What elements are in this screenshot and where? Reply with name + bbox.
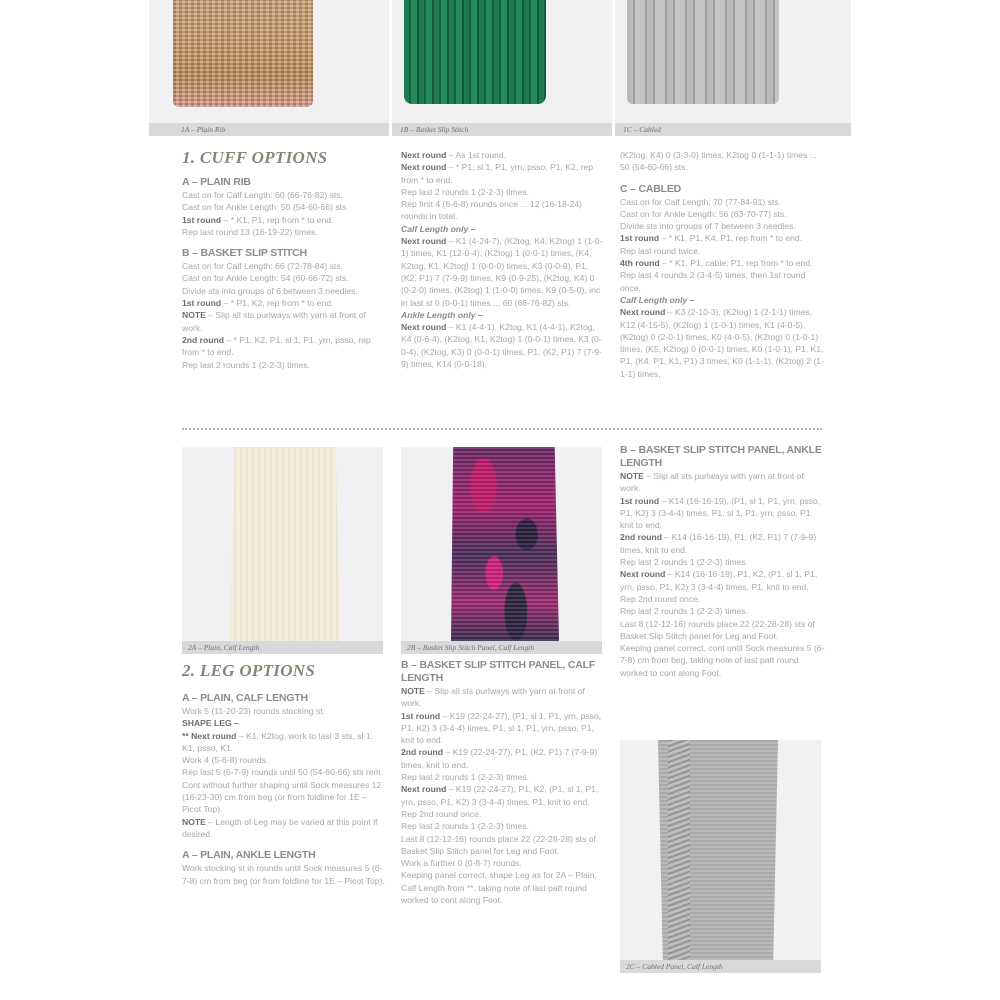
leg-column-2 bbox=[401, 659, 606, 906]
photo-2c-cabled-panel-calf bbox=[620, 740, 821, 973]
round-label: 1st round bbox=[182, 214, 222, 225]
instruction-line: 1st round – K14 (16-16-19), (P1, sl 1, P1, yrn, psso, P1, K2) 3 (3-4-4) times, P1, sl 1, P1, yrn, psso, P1, knit to end. bbox=[620, 495, 821, 531]
photo-caption: 2A – Plain, Calf Length bbox=[182, 641, 383, 654]
round-label: 2nd round bbox=[182, 334, 225, 345]
instruction-line: 1st round – * K1, P1, K4, P1, rep from * to end. bbox=[620, 233, 802, 244]
instruction-line: 1st round – K19 (22-24-27), (P1, sl 1, P1, yrn, psso, P1, K2) 3 (3-4-4) times, P1, sl 1, P1, yrn, psso, P1, knit to end. bbox=[401, 710, 602, 746]
instruction-line: Work 5 (11-20-23) rounds stocking st. bbox=[182, 706, 325, 716]
instruction-line: (K2tog, K4) 0 (3-3-0) times, K2tog 0 (1-1-1) times ... 50 (54-60-66) sts. bbox=[620, 150, 817, 173]
subheading-basket-slip-stitch: B – BASKET SLIP STITCH bbox=[182, 247, 307, 260]
instruction-line: 1st round – * P1, K2, rep from * to end. bbox=[182, 298, 334, 309]
instruction-line: Cast on for Ankle Length: 56 (63-70-77) sts. bbox=[620, 208, 787, 219]
instruction-note: NOTE – Slip all sts purlways with yarn at front of work. bbox=[182, 310, 366, 333]
instruction-line: Last 8 (12-12-16) rounds place 22 (22-28-28) sts of Basket Slip Stitch panel for Leg and Foot. bbox=[620, 618, 815, 641]
instruction-line: Divide sts into groups of 7 between 3 needles. bbox=[620, 221, 796, 232]
dotted-section-divider bbox=[182, 428, 822, 430]
section-title-leg-options: 2. LEG OPTIONS bbox=[182, 661, 316, 680]
instruction-line: Work a further 0 (0-8-7) rounds. bbox=[401, 858, 522, 869]
instruction-line: Rep last 2 rounds 1 (2-2-3) times. bbox=[182, 359, 311, 370]
round-label: ** Next round bbox=[182, 730, 237, 741]
photo-2a-plain-calf bbox=[182, 447, 383, 654]
section-title-cuff-options: 1. CUFF OPTIONS bbox=[182, 148, 328, 167]
instruction-line: Rep last 2 rounds 1 (2-2-3) times. bbox=[401, 772, 530, 783]
instruction-line: Rep first 4 (6-6-8) rounds once ... 12 (16-18-24) rounds in total. bbox=[401, 199, 583, 222]
subheading-plain-rib: A – PLAIN RIB bbox=[182, 176, 251, 188]
leg-column-3 bbox=[620, 444, 825, 679]
instruction-line: Next round – As 1st round. bbox=[401, 150, 507, 160]
instruction-line: Rep last round 13 (16-19-22) times. bbox=[182, 226, 318, 237]
instruction-line: Rep last 2 rounds 1 (2-2-3) times. bbox=[620, 557, 749, 568]
cuff-column-2 bbox=[401, 149, 606, 370]
instruction-line: Cast on for Ankle Length: 50 (54-60-66) sts. bbox=[182, 202, 349, 213]
length-label: Calf Length only – bbox=[401, 223, 476, 234]
instruction-line: Cast on for Calf Length: 70 (77-84-91) sts. bbox=[620, 196, 781, 207]
round-label: 2nd round bbox=[401, 747, 444, 758]
shape-leg-label: SHAPE LEG – bbox=[182, 718, 239, 729]
instruction-line: Rep last 5 (6-7-9) rounds until 50 (54-60-66) sts rem. bbox=[182, 767, 384, 778]
round-label: Next round bbox=[620, 307, 666, 318]
instruction-line: Rep 2nd round once. bbox=[401, 808, 482, 819]
round-label: 1st round bbox=[620, 495, 660, 506]
instruction-line: Cont without further shaping until Sock measures 12 (16-23-30) cm from beg (or from foldline for 1E – Picot Top). bbox=[182, 779, 382, 815]
photo-caption: 2C – Cabled Panel, Calf Length bbox=[620, 960, 821, 973]
cuff-column-3 bbox=[620, 149, 825, 380]
round-label: Next round bbox=[401, 162, 447, 173]
leg-column-1 bbox=[182, 661, 387, 887]
instruction-line: Next round – K14 (16-16-19), P1, K2, (P1, sl 1, P1, yrn, psso, P1, K2) 3 (3-4-4) times, P1, knit to end. bbox=[620, 569, 818, 592]
instruction-line: Next round – * P1, sl 1, P1, yrn, psso, P1, K2, rep from * to end. bbox=[401, 162, 594, 185]
instruction-line: 4th round – * K1, P1, cable, P1, rep from * to end. bbox=[620, 258, 813, 269]
photo-1b-basket-slip-stitch bbox=[392, 0, 612, 136]
photo-caption: 1A – Plain Rib bbox=[149, 123, 389, 136]
round-label: Next round bbox=[401, 784, 447, 795]
round-label: 4th round bbox=[620, 258, 660, 269]
instruction-note: NOTE – Slip all sts purlways with yarn at front of work. bbox=[620, 471, 804, 494]
instruction-line: Cast on for Calf Length: 66 (72-78-84) sts. bbox=[182, 261, 343, 272]
knit-swatch-image bbox=[230, 447, 340, 641]
subheading-basket-slip-panel-ankle: B – BASKET SLIP STITCH PANEL, ANKLE LENGTH bbox=[620, 444, 822, 469]
note-label: NOTE bbox=[401, 686, 425, 696]
instruction-line: Work stocking st in rounds until Sock measures 5 (6-7-8) cm from beg (or from foldline for 1E – Picot Top). bbox=[182, 863, 385, 886]
subheading-basket-slip-panel-calf: B – BASKET SLIP STITCH PANEL, CALF LENGTH bbox=[401, 659, 596, 684]
round-label: 2nd round bbox=[620, 532, 663, 543]
instruction-line: Rep last 2 rounds 1 (2-2-3) times. bbox=[401, 186, 530, 197]
instruction-line: Cast on for Ankle Length: 54 (60-66-72) sts. bbox=[182, 273, 349, 284]
instruction-line: 2nd round – K14 (16-16-19), P1, (K2, P1) 7 (7-9-9) times, knit to end. bbox=[620, 532, 817, 555]
subheading-plain-calf-length: A – PLAIN, CALF LENGTH bbox=[182, 692, 308, 704]
cable-panel-detail bbox=[668, 740, 690, 960]
instruction-line: Rep last 4 rounds 2 (3-4-5) times, then 1st round once. bbox=[620, 270, 806, 293]
instruction-line: Next round – K3 (2-10-3), (K2tog) 1 (2-1-1) times, K12 (4-15-5), (K2tog) 1 (1-0-1) times, K1 (4-0-5), (K2tog) 0 (2-0-1) times, K0 (4-0-5), (K2tog) 0 (1-0-1) times, (K5, K2tog) 0 (0-0-1) times, K0 (1-0-1), P1, K1, P1, (K4, P1, K1, P1) 3 times, K0 (1-1-1), (K2tog) 2 (1-1-1) times, bbox=[620, 307, 824, 379]
photo-caption: 2B – Basket Slip Stitch Panel, Calf Length bbox=[401, 641, 602, 654]
knit-swatch-image bbox=[627, 0, 779, 104]
note-label: NOTE bbox=[182, 816, 206, 827]
round-label: 1st round bbox=[401, 710, 441, 721]
round-label: Next round bbox=[401, 236, 447, 247]
photo-1c-cabled bbox=[615, 0, 851, 136]
instruction-line: Next round – K1 (4-4-1), K2tog, K1 (4-4-1), K2tog, K4 (0-6-4), (K2tog, K1, K2tog) 1 (0-0-1) times, K3 (0-0-4), (K2tog, K3) 0 (0-0-1) times, P1, (K2, P1) 7 (7-9-9) times, K14 (0-0-18), bbox=[401, 322, 603, 370]
subheading-cabled: C – CABLED bbox=[620, 182, 682, 195]
instruction-line: Next round – K19 (22-24-27), P1, K2, (P1, sl 1, P1, yrn, psso, P1, K2) 3 (3-4-4) times, P1, knit to end. bbox=[401, 784, 599, 807]
instruction-line: Divide sts into groups of 6 between 3 needles. bbox=[182, 285, 358, 296]
length-label: Ankle Length only – bbox=[401, 309, 483, 320]
photo-caption: 1C – Cabled bbox=[615, 123, 851, 136]
instruction-note: NOTE – Slip all sts purlways with yarn at front of work. bbox=[401, 686, 585, 709]
round-label: Next round bbox=[620, 569, 666, 580]
knit-swatch-image bbox=[404, 0, 546, 104]
instruction-line: Rep 2nd round once. bbox=[620, 593, 701, 604]
instruction-line: Keeping panel correct, cont until Sock measures 5 (6-7-8) cm from beg, taking note of last patt round worked to cont along Foot. bbox=[620, 643, 825, 678]
round-label: Next round bbox=[401, 150, 447, 160]
round-label: 1st round bbox=[182, 298, 222, 309]
instruction-line: Rep last 2 rounds 1 (2-2-3) times. bbox=[620, 606, 749, 617]
photo-2b-basket-slip-calf bbox=[401, 447, 602, 654]
subheading-plain-ankle-length: A – PLAIN, ANKLE LENGTH bbox=[182, 849, 316, 862]
instruction-line: Keeping panel correct, shape Leg as for 2A – Plain, Calf Length from **, taking note of last patt round worked to cont along Foot. bbox=[401, 870, 597, 906]
knit-swatch-image bbox=[451, 447, 559, 641]
instruction-line: 2nd round – * P1, K2, P1, sl 1, P1, yrn, psso, rep from * to end. bbox=[182, 334, 371, 358]
instruction-line: Cast on for Calf Length: 60 (66-76-82) sts. bbox=[182, 190, 343, 200]
instruction-line: Rep last 2 rounds 1 (2-2-3) times. bbox=[401, 821, 530, 832]
photo-1a-plain-rib bbox=[149, 0, 389, 136]
instruction-line: Rep last round twice. bbox=[620, 245, 701, 256]
instruction-line: Last 8 (12-12-16) rounds place 22 (22-28-28) sts of Basket Slip Stitch panel for Leg and Foot. bbox=[401, 833, 596, 856]
knit-swatch-image bbox=[173, 0, 313, 107]
cuff-column-1 bbox=[182, 148, 387, 371]
photo-caption: 1B – Basket Slip Stitch bbox=[392, 123, 612, 136]
instruction-line: ** Next round – K1, K2tog, work to last 3 sts, sl 1, K1, psso, K1. bbox=[182, 730, 374, 753]
note-label: NOTE bbox=[182, 310, 206, 321]
instruction-line: Work 4 (5-6-8) rounds. bbox=[182, 755, 269, 766]
instruction-note: NOTE – Length of Leg may be varied at this point if desired. bbox=[182, 816, 378, 839]
length-label: Calf Length only – bbox=[620, 294, 695, 305]
instruction-line: Next round – K1 (4-24-7), (K2tog, K4, K2tog) 1 (1-0-1) times, K1 (12-0-4), (K2tog) 1 (0-0-1) times, (K4, K2tog, K1, K2tog) 1 (0-0-0) times, K3 (0-0-9), P1, (K2, P1) 7 (7-9-9) times, K9 (0-9-25), (K2tog, K4) 0 (0-2-0) times, (K2tog) 1 (1-0-0) times, K9 (0-5-0), inc in last st 0 (0-0-1) times ... 60 (66-76-82) sts. bbox=[401, 236, 603, 308]
instruction-line: 2nd round – K19 (22-24-27), P1, (K2, P1) 7 (7-9-9) times, knit to end. bbox=[401, 747, 598, 770]
note-label: NOTE bbox=[620, 471, 644, 481]
instruction-line: 1st round – * K1, P1, rep from * to end. bbox=[182, 214, 334, 225]
round-label: Next round bbox=[401, 322, 447, 333]
round-label: 1st round bbox=[620, 233, 660, 244]
